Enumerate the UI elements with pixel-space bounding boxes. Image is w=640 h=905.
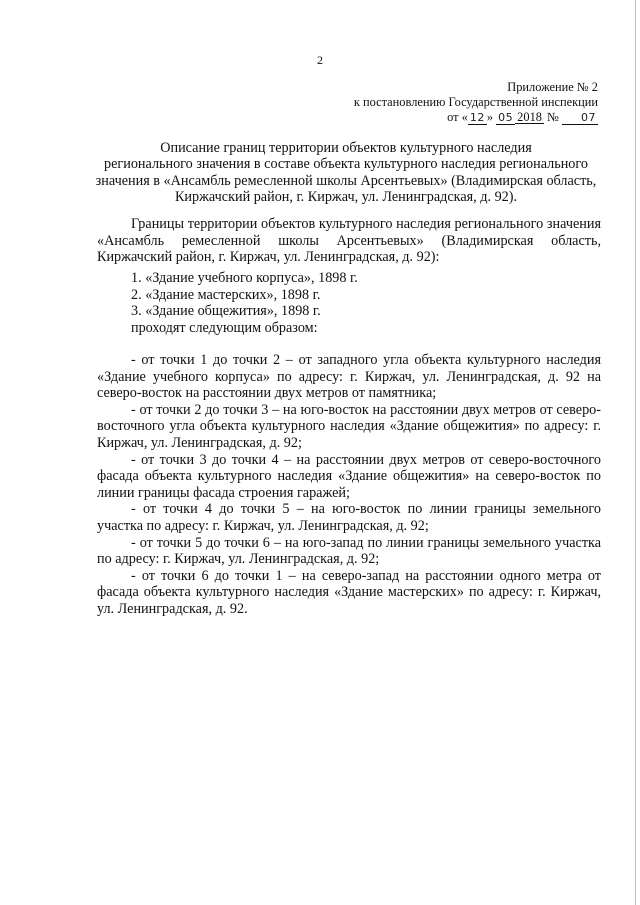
annex-date-line: [354, 110, 598, 125]
annex-header: [354, 80, 598, 125]
date-year: 2018: [517, 110, 542, 124]
date-prefix: от «: [447, 110, 468, 124]
title-line-3: значения в «Ансамбль ремесленной школы Арсентьевых» (Владимирская область,: [95, 172, 597, 189]
title-line-1: Описание границ территории объектов культурного наследия: [160, 140, 532, 156]
document-title: [90, 140, 602, 205]
object-item-2: 2. «Здание мастерских», 1898 г.: [131, 286, 321, 303]
annex-title: Приложение № 2: [507, 80, 598, 94]
page-number: 2: [317, 53, 323, 67]
boundary-description: [97, 352, 601, 618]
boundary-item-2: - от точки 2 до точки 3 – на юго-восток на расстоянии двух метров от северо-восточного угла объекта культурного наследия «Здание общежития» по адресу: г. Киржач, ул. Ленинградская, д. 92;: [97, 401, 601, 451]
title-line-4: Киржачский район, г. Киржач, ул. Ленинградская, д. 92).: [174, 188, 518, 205]
object-item-3: 3. «Здание общежития», 1898 г.: [131, 303, 321, 320]
boundary-item-6: - от точки 6 до точки 1 – на северо-запад на расстоянии одного метра от фасада объекта культурного наследия «Здание мастерских» по адресу: г. Киржач, ул. Ленинградская, д. 92.: [97, 567, 601, 617]
scan-edge-line: [635, 0, 636, 905]
date-quote-close: »: [486, 110, 494, 124]
boundary-item-5: - от точки 5 до точки 6 – на юго-запад по линии границы земельного участка по адресу: г. Киржач, ул. Ленинградская, д. 92;: [97, 534, 601, 568]
annex-resolution-ref: к постановлению Государственной инспекции: [353, 95, 598, 109]
intro-paragraph: Границы территории объектов культурного наследия регионального значения «Ансамбль ремесленной школы Арсентьевых» (Владимирская область, Киржачский район, г. Киржач, ул. Ленинградская, д. 92):: [97, 216, 601, 266]
boundary-item-1: - от точки 1 до точки 2 – от западного угла объекта культурного наследия «Здание учебного корпуса» по адресу: г. Киржач, ул. Ленинградская, д. 92 на северо-восток на расстоянии двух метров от памятника;: [97, 352, 601, 402]
objects-list: [131, 270, 358, 336]
document-number: 07: [562, 112, 598, 125]
boundary-item-4: - от точки 4 до точки 5 – на юго-восток по линии границы земельного участка по адресу: г. Киржач, ул. Ленинградская, д. 92;: [97, 501, 601, 534]
object-item-1: 1. «Здание учебного корпуса», 1898 г.: [131, 270, 358, 286]
passes-label: проходят следующим образом:: [131, 319, 318, 336]
boundary-item-3: - от точки 3 до точки 4 – на расстоянии двух метров от северо-восточного фасада объекта культурного наследия «Здание общежития» на северо-восток по линии границы фасада строения гаражей;: [97, 451, 601, 501]
date-day: 12: [469, 111, 485, 124]
date-month: 05: [498, 111, 514, 124]
number-label: №: [547, 110, 559, 124]
title-line-2: регионального значения в составе объекта культурного наследия регионального: [104, 156, 588, 173]
